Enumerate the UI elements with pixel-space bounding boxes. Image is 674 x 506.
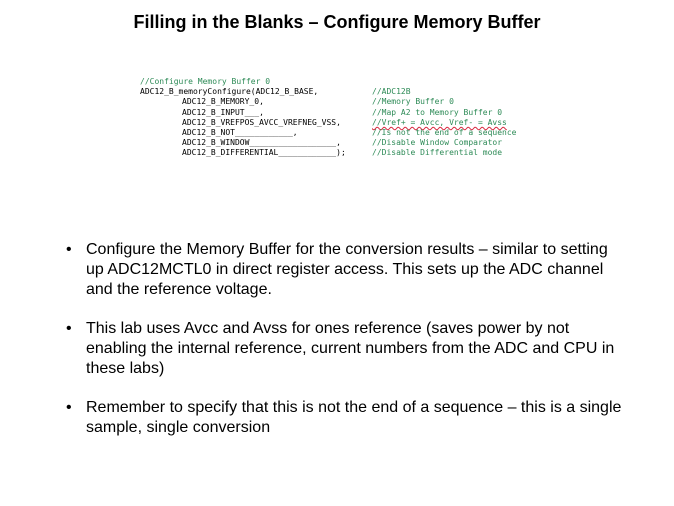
code-line — [140, 97, 560, 107]
code-comment: //Disable Window Comparator — [372, 138, 503, 148]
code-comment-text: //Configure Memory Buffer 0 — [140, 77, 271, 86]
bullet-item — [66, 319, 626, 379]
code-argument: ADC12_B_MEMORY_0, — [182, 97, 264, 107]
bullet-text: Remember to specify that this is not the end of a sequence – this is a single sample, single conversion — [86, 399, 622, 436]
code-comment: //Vref+ = Avcc, Vref- = Avss — [372, 117, 507, 127]
code-line — [140, 138, 560, 148]
slide-title: Filling in the Blanks – Configure Memory Buffer — [133, 12, 541, 32]
code-snippet — [140, 77, 560, 172]
code-line — [140, 118, 560, 128]
bullet-item — [66, 398, 626, 438]
code-comment: //Map A2 to Memory Buffer 0 — [372, 107, 503, 117]
bullet-text: Configure the Memory Buffer for the conversion results – similar to setting up ADC12MCTL0 in direct register access. This sets up the ADC channel and the reference voltage. — [86, 241, 608, 298]
code-line — [140, 87, 560, 97]
code-argument: ADC12_B_VREFPOS_AVCC_VREFNEG_VSS, — [182, 117, 341, 127]
bullet-dot-icon: • — [66, 399, 72, 416]
code-comment: //Memory Buffer 0 — [372, 97, 454, 107]
code-comment: //Is not the end of a sequence — [372, 127, 517, 137]
code-header-comment — [140, 77, 560, 87]
code-argument: ADC12_B_DIFFERENTIAL____________); — [182, 148, 346, 158]
code-argument: ADC12_B_INPUT___, — [182, 107, 264, 117]
code-comment: //ADC12B — [372, 87, 411, 97]
code-line — [140, 108, 560, 118]
bullet-dot-icon: • — [66, 241, 72, 258]
code-comment: //Disable Differential mode — [372, 148, 503, 158]
bullet-dot-icon: • — [66, 320, 72, 337]
code-argument: ADC12_B_WINDOW__________________, — [182, 138, 341, 148]
code-argument: ADC12_B_NOT____________, — [182, 127, 298, 137]
bullet-list — [66, 240, 626, 457]
code-line — [140, 148, 560, 158]
bullet-item — [66, 240, 626, 300]
code-line — [140, 128, 560, 138]
bullet-text: This lab uses Avcc and Avss for ones reference (saves power by not enabling the internal reference, current numbers from the ADC and CPU in these labs) — [86, 320, 615, 377]
code-statement: ADC12_B_memoryConfigure(ADC12_B_BASE, — [140, 87, 319, 97]
